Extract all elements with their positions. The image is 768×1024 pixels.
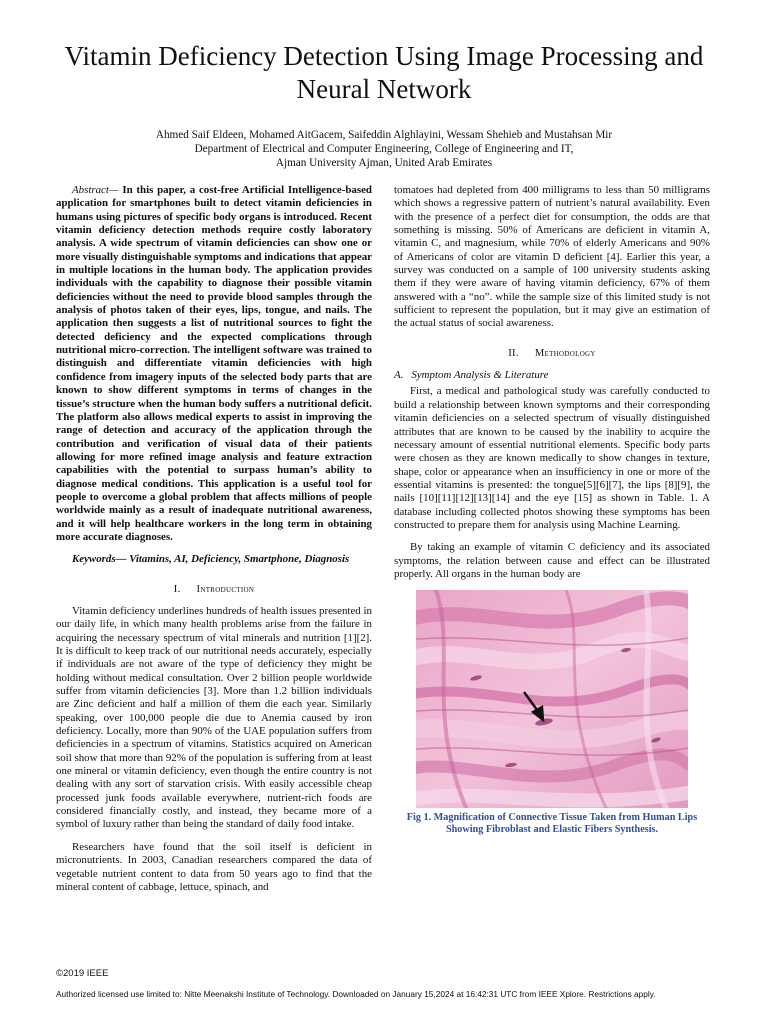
figure-caption: Fig 1. Magnification of Connective Tissue Taken from Human Lips Showing Fibroblast and Elastic Fibers Synthesis.	[406, 812, 698, 836]
continued-paragraph: tomatoes had depleted from 400 milligrams to less than 50 milligrams which shows a regressive pattern of nutrient’s natural availability. Even with the presence of a perfect diet for consumption, the odds are that something is missing. 50% of Americans are deficient in vitamin A, vitamin C, and magnesium, while 70% of elderly Americans and 90% of Americans of color are vitamin D deficient [4]. Earlier this year, a survey was conducted on a sample of 100 university students asking them if they were aware of having vitamin deficiency, 67% of them answered with a “no”. while the sample size of this limited study is not sufficient to represent the population, but it may give an estimation of the actual status of social awareness.	[394, 184, 710, 330]
section-number: II.	[508, 347, 519, 359]
author-university: Ajman University Ajman, United Arab Emirates	[275, 157, 493, 169]
keywords-label: Keywords—	[72, 553, 127, 566]
author-names: Ahmed Saif Eldeen, Mohamed AitGacem, Saifeddin Alghlayini, Wessam Shehieb and Mustahsan Mir	[155, 129, 613, 141]
abstract-label: Abstract—	[72, 184, 119, 196]
section-number: I.	[173, 583, 181, 595]
keywords-text: Vitamins, AI, Deficiency, Smartphone, Diagnosis	[126, 553, 350, 566]
abstract	[56, 184, 372, 544]
method-paragraph-2: By taking an example of vitamin C deficiency and its associated symptoms, the relation between cause and effect can be illustrated properly. All organs in the human body are	[394, 541, 710, 580]
method-paragraph-1: First, a medical and pathological study was carefully conducted to build a relationship between known symptoms and their corresponding vitamin deficiencies on a selected spectrum of visually distinguished attributes that are known to be caused by the inability to acquire the necessary amount of essential nutritional elements. Specific body parts were chosen as they are known medically to show changes in texture, shape, color or appearance when an insufficiency in one or more of the essential vitamins is presented: the tongue[5][6][7], the lips [8][9], the nails [10][11][12][13][14] and the eye [15] as shown in Table. 1. A database including collected photos showing these symptoms has been constructed to prepare them for analysis using Machine Learning.	[394, 385, 710, 531]
abstract-text: In this paper, a cost-free Artificial Intelligence-based application for smartphones built to detect vitamin deficiencies in humans using pictures of specific body organs is introduced. Recent vitamin deficiency detection methods require costly laboratory analysis. A wide spectrum of vitamin deficiencies can show one or more visually distinguishable symptoms and indications that appear in multiple locations in the human body. The application provides individuals with the capability to diagnose their possible vitamin deficiencies without the need to provide blood samples through the analysis of photos taken of their eyes, lips, tongue, and nails. The application then suggests a list of nutritional sources to fight the detected deficiency and the expected complications through nutritional micro-correction. The intelligent software was trained to distinguish and differentiate vitamin deficiencies with high confidence from imagery inputs of the selected body parts that are known to show different symptoms in terms of changes in the tissue’s structure when the human body suffers a nutritional deficit. The platform also allows medical experts to assist in improving the range of detection and accuracy of the application through the contribution and verification of visual data of their patients allowing for more refined image analysis and feature extraction capabilities with the potential to surpass human’s ability to diagnose medical conditions. This application is a useful tool for people to overcome a global problem that affects millions of people worldwide mainly as a result of inadequate nutritional awareness, and it will help healthcare workers in the long term in obtaining more accurate diagnoses.	[56, 184, 372, 543]
section-heading-methodology	[394, 347, 710, 360]
section-heading-introduction	[56, 583, 372, 596]
keywords	[56, 553, 372, 566]
copyright-notice: ©2019 IEEE	[56, 968, 109, 979]
author-block	[40, 128, 728, 170]
tissue-micrograph-image	[416, 590, 688, 808]
section-title: Introduction	[196, 583, 255, 595]
author-department: Department of Electrical and Computer Engineering, College of Engineering and IT,	[194, 143, 574, 155]
left-column	[56, 184, 372, 903]
intro-paragraph-2: Researchers have found that the soil itself is deficient in micronutrients. In 2003, Canadian researchers compared the data of vegetable nutrient content to data from 50 years ago to find that the mineral content of cabbage, lettuce, spinach, and	[56, 840, 372, 893]
intro-paragraph-1: Vitamin deficiency underlines hundreds of health issues presented in our daily life, in which many health problems arise from the failure in acquiring the necessary spectrum of vital minerals and nutrition [1][2]. It is difficult to keep track of our nutritional needs accurately, especially if individuals are not aware of the type of deficiency they might be holding without medical consultation. Over 2 billion people worldwide suffer from vitamin deficiencies [3]. More than 1.2 billion individuals are Zinc deficient and half a million of them die each year. Similarly speaking, over 100,000 people die due to Anemia caused by iron deficiency. Locally, more than 90% of the UAE population suffers from deficiencies in a spectrum of vitamins. Statistics acquired on American soil show that more than 92% of the population is suffering from at least one mineral or vitamin deficiency, even though the entire country is not dealing with any sort of starvation crisis. With easily accessible cheap processed junk foods available everywhere, nutrient-rich foods are considered financially costly, and instead, they became more of a symbol of luxury rather than being the standard of daily food intake.	[56, 604, 372, 831]
right-column	[394, 184, 710, 836]
paper-title: Vitamin Deficiency Detection Using Image Processing and Neural Network	[64, 41, 704, 104]
subsection-heading	[394, 369, 710, 382]
subsection-title: Symptom Analysis & Literature	[411, 369, 549, 382]
license-notice: Authorized licensed use limited to: Nitte Meenakshi Institute of Technology. Downloaded on January 15,2024 at 16:42:31 UTC from IEEE Xplore. Restrictions apply.	[56, 989, 656, 999]
section-title: Methodology	[534, 347, 596, 359]
subsection-number: A.	[394, 369, 404, 382]
